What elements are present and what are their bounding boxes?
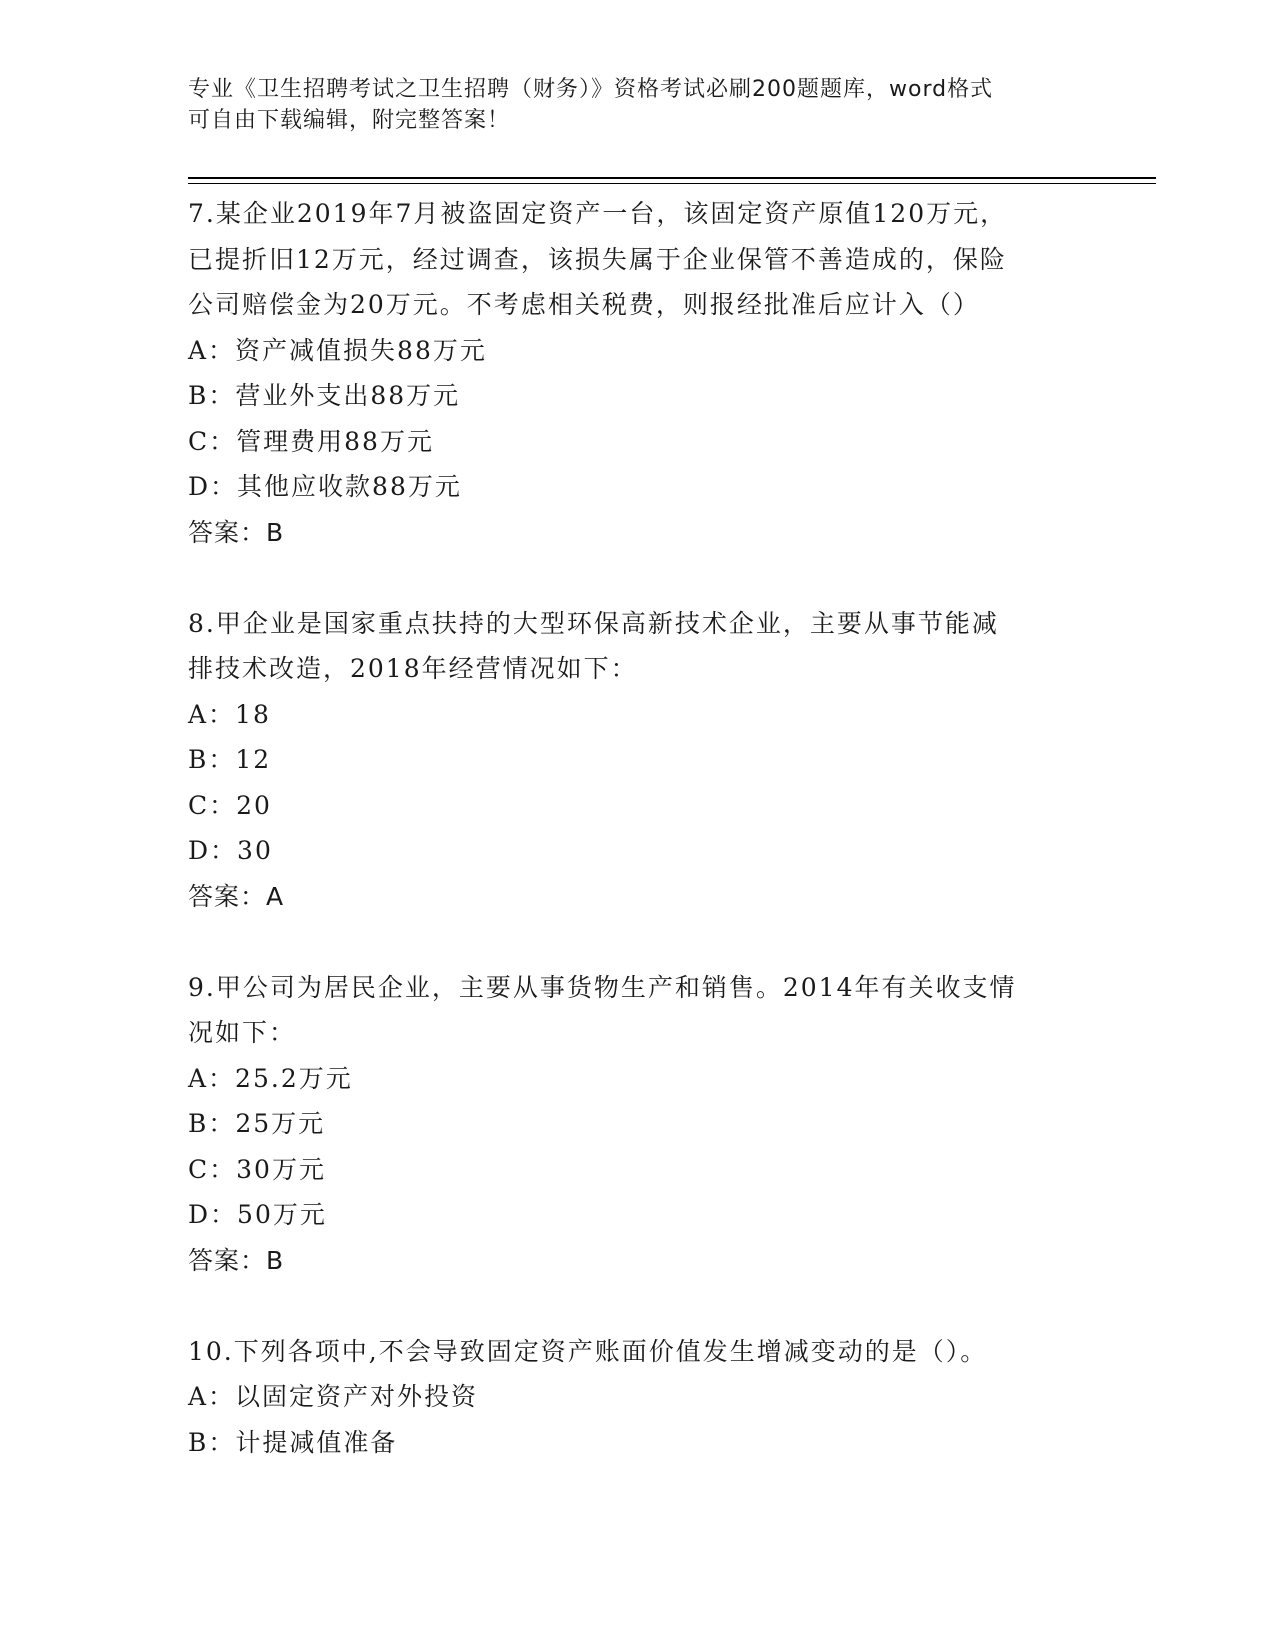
answer-line: 答案：A <box>188 881 285 911</box>
question-block-10 <box>188 1329 1108 1466</box>
question-spacer <box>188 555 1108 601</box>
question-block-8 <box>188 601 1108 920</box>
header-divider-thick <box>188 177 1156 179</box>
header-title-line-1: 专业《卫生招聘考试之卫生招聘（财务）》资格考试必刷200题题库，word格式 <box>188 77 994 102</box>
header-divider-thin <box>188 183 1156 184</box>
answer-line: 答案：B <box>188 517 285 547</box>
option-b: B：12 <box>188 745 272 774</box>
question-spacer <box>188 1283 1108 1329</box>
option-c: C：管理费用88万元 <box>188 426 434 456</box>
option-b: B：计提减值准备 <box>188 1427 398 1457</box>
option-c: C：30万元 <box>188 1154 326 1184</box>
answer-line: 答案：B <box>188 1245 285 1275</box>
question-stem-line: 公司赔偿金为20万元。不考虑相关税费，则报经批准后应计入（） <box>188 290 980 319</box>
question-stem-line: 10.下列各项中,不会导致固定资产账面价值发生增减变动的是（）。 <box>188 1336 988 1366</box>
question-stem-line: 已提折旧12万元，经过调查，该损失属于企业保管不善造成的，保险 <box>188 244 1007 274</box>
option-b: B：营业外支出88万元 <box>188 381 461 410</box>
option-c: C：20 <box>188 790 272 820</box>
question-block-9 <box>188 965 1108 1284</box>
question-stem-line: 排技术改造，2018年经营情况如下： <box>188 654 638 683</box>
question-stem-line: 8.甲企业是国家重点扶持的大型环保高新技术企业，主要从事节能减 <box>188 608 999 638</box>
question-stem-line: 9.甲公司为居民企业，主要从事货物生产和销售。2014年有关收支情 <box>188 972 1017 1002</box>
option-a: A：18 <box>188 699 271 729</box>
option-b: B：25万元 <box>188 1109 326 1138</box>
question-stem-line: 7.某企业2019年7月被盗固定资产一台，该固定资产原值120万元， <box>188 199 1008 228</box>
question-spacer <box>188 919 1108 965</box>
document-header <box>188 74 1088 136</box>
option-d: D：50万元 <box>188 1200 327 1229</box>
option-a: A：资产减值损失88万元 <box>188 335 487 365</box>
question-stem-line: 况如下： <box>188 1018 297 1047</box>
option-a: A：25.2万元 <box>188 1063 353 1093</box>
option-d: D：其他应收款88万元 <box>188 472 462 501</box>
question-list <box>188 191 1108 1465</box>
question-block-7 <box>188 191 1108 555</box>
option-a: A：以固定资产对外投资 <box>188 1382 479 1411</box>
option-d: D：30 <box>188 836 273 865</box>
header-title-line-2: 可自由下载编辑，附完整答案！ <box>188 108 511 133</box>
